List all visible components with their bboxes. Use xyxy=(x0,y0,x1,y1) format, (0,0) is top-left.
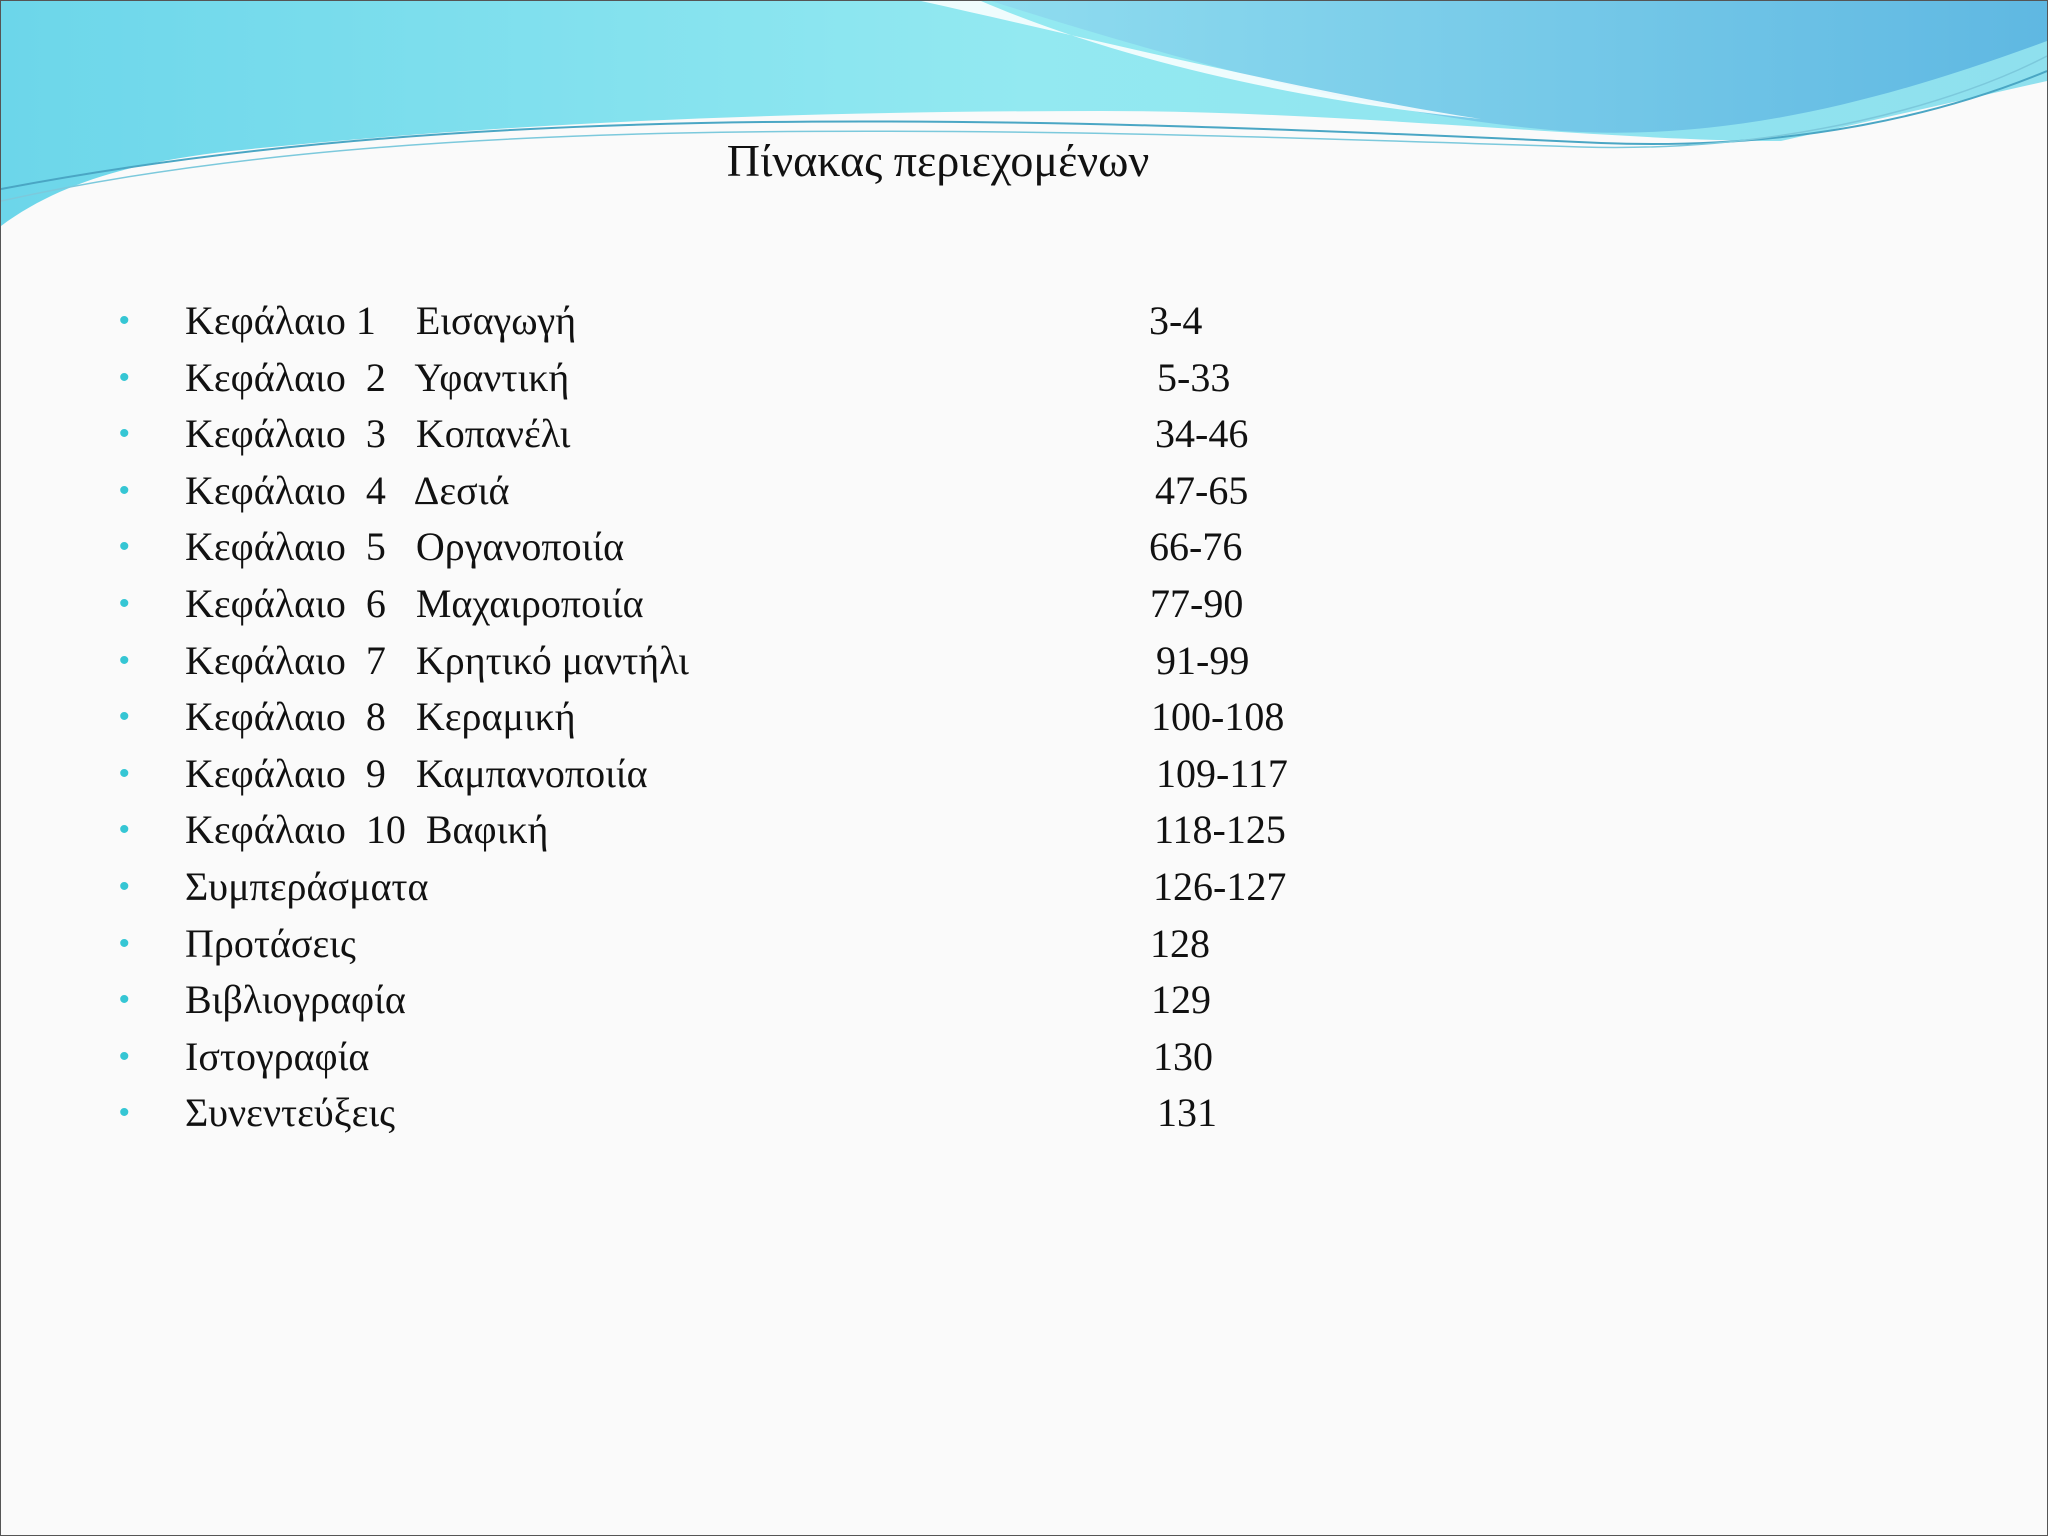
bullet-icon: • xyxy=(119,360,130,394)
bullet-icon: • xyxy=(119,417,130,451)
toc-entry-pages: 128 xyxy=(1150,920,1210,966)
bullet-icon: • xyxy=(119,1096,130,1130)
bullet-icon: • xyxy=(119,473,130,507)
toc-entry-pages: 34-46 xyxy=(1155,411,1249,457)
toc-entry xyxy=(119,1085,1519,1142)
toc-entry xyxy=(119,916,1519,973)
bullet-icon: • xyxy=(119,1039,130,1073)
toc-entry-pages: 3-4 xyxy=(1149,298,1203,343)
toc-entry-pages: 100-108 xyxy=(1151,694,1285,740)
toc-entry-label: Κεφάλαιο 6 Μαχαιροποιία xyxy=(185,580,644,626)
toc-entry-pages: 131 xyxy=(1157,1090,1217,1136)
toc-entry-label: Κεφάλαιο 1 Εισαγωγή xyxy=(185,298,577,343)
bullet-icon: • xyxy=(119,586,130,620)
page-title: Πίνακας περιεχομένων xyxy=(726,135,1150,186)
toc-entry-pages: 5-33 xyxy=(1157,354,1231,400)
toc-entry-pages: 66-76 xyxy=(1149,524,1243,570)
toc-entry-label: Κεφάλαιο 3 Κοπανέλι xyxy=(185,411,571,457)
toc-entry-pages: 118-125 xyxy=(1154,807,1286,853)
toc-entry xyxy=(119,972,1519,1029)
toc-entry xyxy=(119,406,1519,463)
toc-entry-label: Κεφάλαιο 2 Υφαντική xyxy=(185,354,570,400)
toc-entry xyxy=(119,746,1519,803)
toc-entry-pages: 91-99 xyxy=(1156,637,1250,683)
toc-entry-pages: 129 xyxy=(1151,977,1211,1023)
toc-entry-label: Συνεντεύξεις xyxy=(185,1090,395,1136)
toc-entry xyxy=(119,689,1519,746)
toc-entry-pages: 77-90 xyxy=(1150,580,1244,626)
toc-entry xyxy=(119,293,1519,350)
bullet-icon: • xyxy=(119,530,130,564)
toc-entry-pages: 130 xyxy=(1153,1033,1213,1079)
bullet-icon: • xyxy=(119,643,130,677)
bullet-icon: • xyxy=(119,926,130,960)
bullet-icon: • xyxy=(119,304,130,337)
toc-entry-label: Συμπεράσματα xyxy=(185,863,429,909)
toc-entry-label: Κεφάλαιο 4 Δεσιά xyxy=(185,467,510,513)
toc-entry xyxy=(119,350,1519,407)
toc-entry-pages: 47-65 xyxy=(1155,467,1249,513)
toc-entry xyxy=(119,633,1519,690)
toc-entry-label: Κεφάλαιο 9 Καμπανοποιία xyxy=(185,750,648,796)
toc-entry-label: Κεφάλαιο 7 Κρητικό μαντήλι xyxy=(185,637,689,683)
toc-entry-label: Κεφάλαιο 8 Κεραμική xyxy=(185,694,576,740)
toc-entry xyxy=(119,859,1519,916)
bullet-icon: • xyxy=(119,813,130,847)
toc-entry-pages: 126-127 xyxy=(1153,863,1287,909)
toc-entry xyxy=(119,1029,1519,1086)
table-of-contents xyxy=(119,293,1519,1142)
toc-entry xyxy=(119,802,1519,859)
bullet-icon: • xyxy=(119,869,130,903)
toc-entry-label: Κεφάλαιο 5 Οργανοποιία xyxy=(185,524,625,570)
toc-entry xyxy=(119,519,1519,576)
bullet-icon: • xyxy=(119,700,130,734)
bullet-icon: • xyxy=(119,756,130,790)
bullet-icon: • xyxy=(119,983,130,1017)
toc-entry xyxy=(119,576,1519,633)
toc-entry xyxy=(119,463,1519,520)
toc-entry-label: Κεφάλαιο 10 Βαφική xyxy=(185,807,549,853)
toc-entry-pages: 109-117 xyxy=(1156,750,1288,796)
header-wave-decoration xyxy=(1,1,2047,241)
toc-entry-label: Βιβλιογραφία xyxy=(185,977,406,1023)
toc-entry-label: Ιστογραφία xyxy=(185,1033,370,1079)
toc-entry-label: Προτάσεις xyxy=(185,920,356,966)
